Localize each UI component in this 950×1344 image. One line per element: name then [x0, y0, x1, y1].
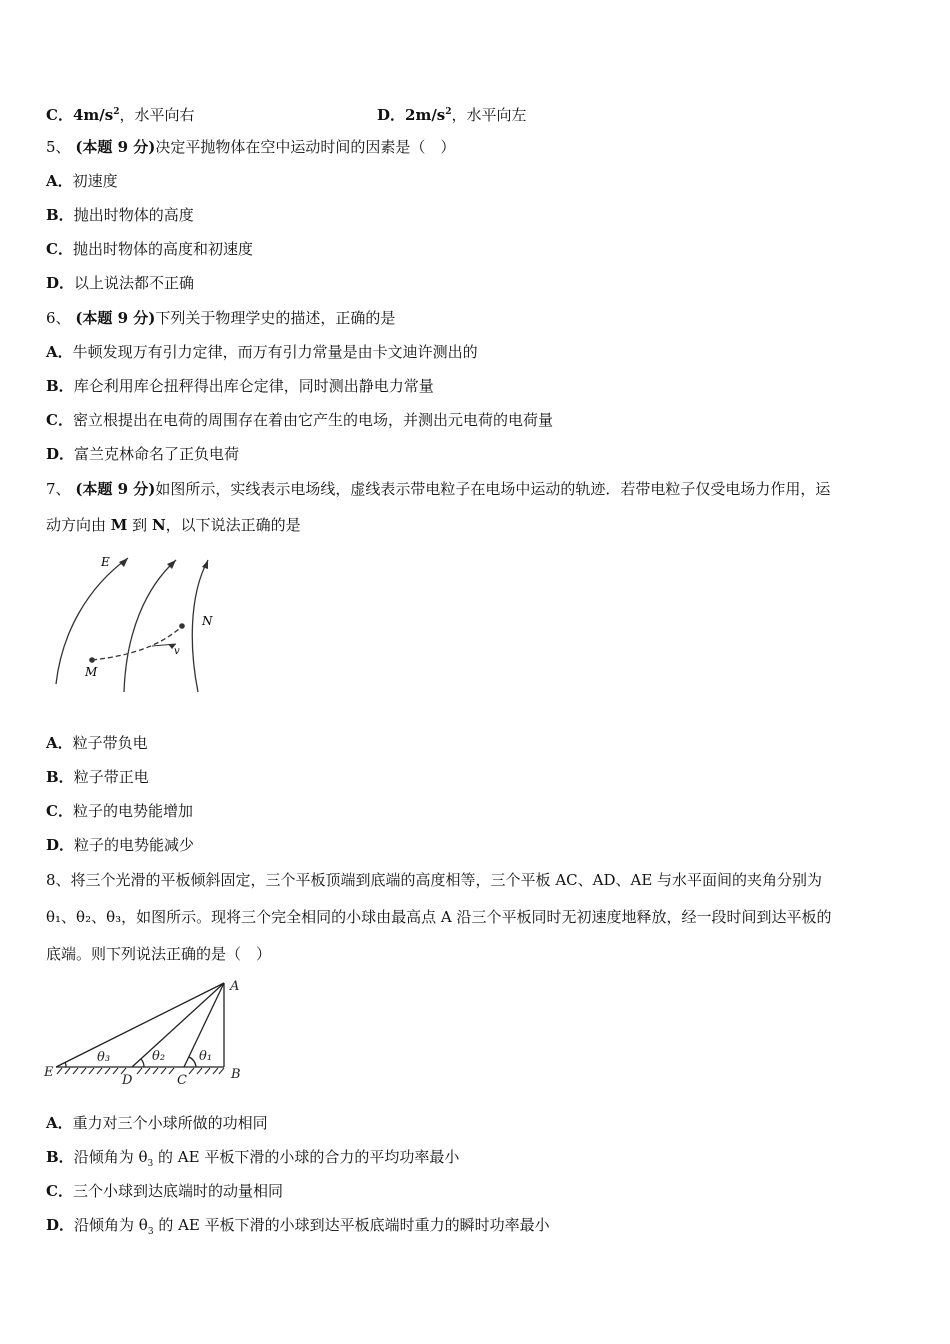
q7-option-c: C．粒子的电势能增加 — [46, 802, 193, 820]
q6-option-b: B．库仑利用库仑扭秤得出库仑定律，同时测出静电力常量 — [46, 377, 434, 395]
q8-stem-line1: 8、将三个光滑的平板倾斜固定，三个平板顶端到底端的高度相等，三个平板 AC、AD、AE 与水平面间的夹角分别为 — [46, 871, 823, 889]
q5-option-d: D．以上说法都不正确 — [46, 274, 195, 292]
q7-electric-field-figure — [48, 552, 228, 697]
q7-stem-line2: 动方向由 M 到 N，以下说法正确的是 — [46, 516, 301, 534]
q8-option-a: A．重力对三个小球所做的功相同 — [46, 1114, 268, 1132]
point-n — [179, 623, 185, 629]
angle-arc-3 — [65, 1062, 66, 1067]
label-theta1: θ₁ — [199, 1049, 213, 1064]
label-b: B — [231, 1067, 241, 1082]
arrow-head-1 — [119, 558, 128, 567]
angle-arc-2 — [141, 1059, 144, 1067]
q8-stem-line3: 底端。则下列说法正确的是（ ） — [46, 945, 272, 963]
q8-option-b: B．沿倾角为 $\theta_3$ 的 AE 平板下滑的小球的合力的平均功率最小 — [46, 1148, 460, 1169]
q5-option-b: B．抛出时物体的高度 — [46, 206, 194, 224]
angle-arc-1 — [189, 1057, 196, 1067]
label-n: N — [202, 614, 213, 628]
particle-trajectory — [92, 628, 180, 660]
q8-incline-figure — [42, 975, 252, 1087]
q6-stem: 6、 (本题 9 分)下列关于物理学史的描述，正确的是 — [46, 309, 396, 327]
label-theta2: θ₂ — [152, 1049, 166, 1064]
q5-option-a: A．初速度 — [46, 172, 118, 190]
label-c: C — [177, 1073, 187, 1087]
q5-option-c: C．抛出时物体的高度和初速度 — [46, 240, 253, 258]
q4-option-c: C．$4m/s^2$，水平向右 — [46, 106, 195, 124]
q8-option-d: D．沿倾角为 $\theta_3$ 的 AE 平板下滑的小球到达平板底端时重力的瞬时功率最小 — [46, 1216, 550, 1237]
q7-stem-line1: 7、 (本题 9 分)如图所示，实线表示电场线，虚线表示带电粒子在电场中运动的轨迹．若带电粒子仅受电场力作用，运 — [46, 480, 831, 498]
q7-option-b: B．粒子带正电 — [46, 768, 149, 786]
label-d: D — [122, 1073, 133, 1087]
label-a: A — [230, 979, 240, 994]
label-theta3: θ₃ — [97, 1050, 111, 1065]
q6-option-a: A．牛顿发现万有引力定律，而万有引力常量是由卡文迪许测出的 — [46, 343, 478, 361]
field-line-2 — [124, 560, 176, 692]
q7-option-d: D．粒子的电势能减少 — [46, 836, 195, 854]
q8-option-c: C．三个小球到达底端时的动量相同 — [46, 1182, 283, 1200]
label-m: M — [85, 665, 98, 679]
q8-stem-line2: θ₁、θ₂、θ₃，如图所示。现将三个完全相同的小球由最高点 A 沿三个平板同时无初速度地释放，经一段时间到达平板的 — [46, 908, 832, 926]
arrow-head-3 — [202, 560, 208, 569]
q4-option-d: D．$2m/s^2$，水平向左 — [377, 106, 527, 124]
point-m — [89, 657, 95, 663]
q6-option-c: C．密立根提出在电荷的周围存在着由它产生的电场，并测出元电荷的电荷量 — [46, 411, 553, 429]
label-e: E — [44, 1065, 54, 1080]
q5-stem: 5、 (本题 9 分)决定平抛物体在空中运动时间的因素是（ ） — [46, 138, 456, 156]
label-e: E — [101, 555, 110, 569]
label-v: v — [174, 646, 180, 657]
q6-option-d: D．富兰克林命名了正负电荷 — [46, 445, 240, 463]
q7-option-a: A．粒子带负电 — [46, 734, 148, 752]
